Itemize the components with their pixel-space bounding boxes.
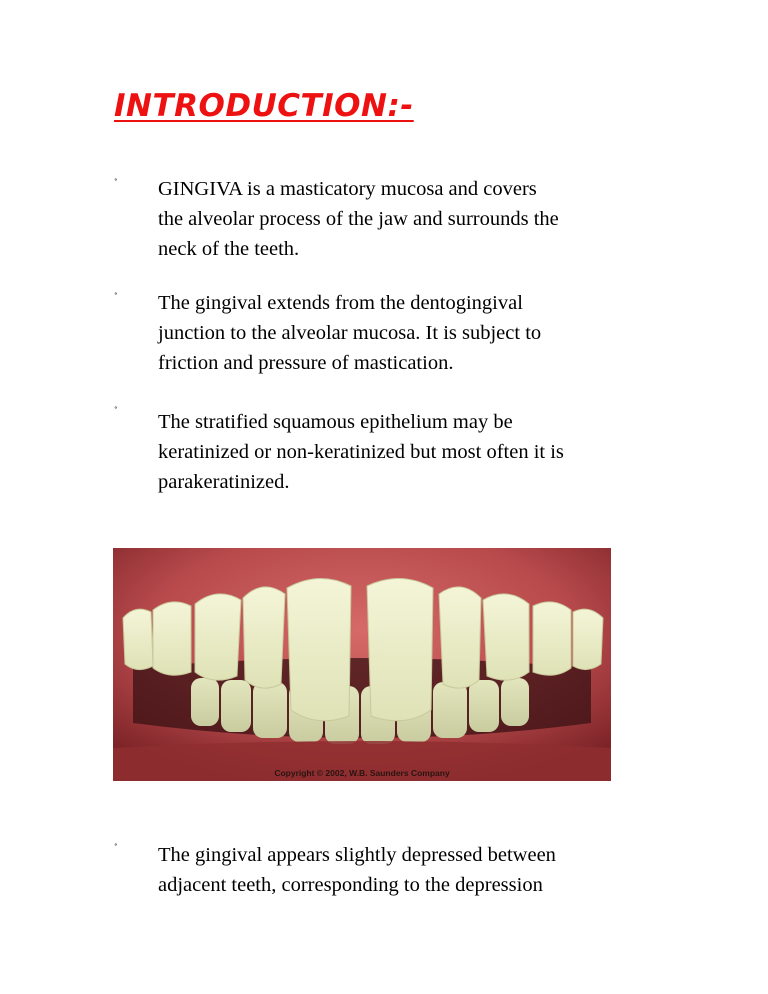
text-line: parakeratinized.	[158, 471, 290, 493]
photo-copyright: Copyright © 2002, W.B. Saunders Company	[274, 768, 450, 778]
text-line: The stratified squamous epithelium may be	[158, 411, 513, 433]
paragraph-gingival-extent	[158, 288, 678, 378]
text-line: GINGIVA is a masticatory mucosa and covers	[158, 178, 537, 200]
text-line: the alveolar process of the jaw and surrounds the	[158, 208, 559, 230]
page-title: INTRODUCTION:-	[114, 88, 414, 124]
text-line: The gingival extends from the dentogingival	[158, 292, 523, 314]
paragraph-gingiva-definition	[158, 174, 678, 264]
text-line: neck of the teeth.	[158, 238, 300, 260]
bullet-icon: ˚	[114, 842, 118, 854]
bullet-icon: ˚	[114, 405, 118, 417]
bullet-icon: ˚	[114, 291, 118, 303]
paragraph-gingival-depression	[158, 840, 678, 900]
text-line: adjacent teeth, corresponding to the depression	[158, 874, 543, 896]
text-line: junction to the alveolar mucosa. It is subject to	[158, 322, 542, 344]
bullet-icon: ˚	[114, 177, 118, 189]
text-line: friction and pressure of mastication.	[158, 352, 454, 374]
teeth-photo	[113, 548, 611, 781]
paragraph-epithelium	[158, 407, 678, 497]
teeth-illustration	[113, 548, 611, 781]
text-line: The gingival appears slightly depressed between	[158, 844, 556, 866]
text-line: keratinized or non-keratinized but most often it is	[158, 441, 564, 463]
